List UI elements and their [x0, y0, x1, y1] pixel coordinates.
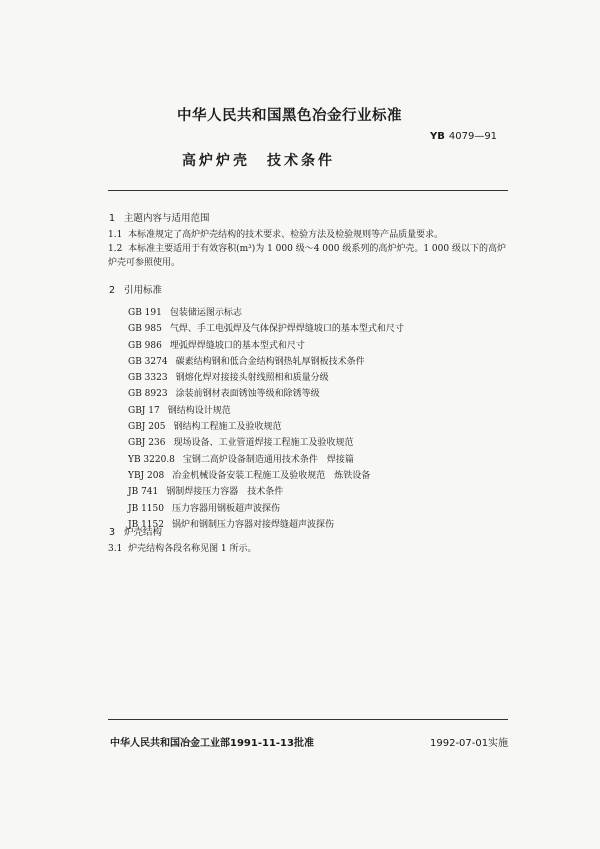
reference-code: GB 986: [128, 340, 162, 351]
reference-code: YB 3220.8: [128, 454, 175, 465]
standard-prefix: YB: [430, 131, 445, 142]
standard-code: 4079—91: [448, 131, 498, 142]
reference-list: [128, 305, 404, 533]
reference-item: [128, 468, 404, 484]
reference-item: [128, 435, 404, 451]
reference-item: [128, 305, 404, 321]
reference-code: GB 3274: [128, 356, 168, 367]
reference-item: [128, 321, 404, 337]
section-1-heading: [109, 210, 210, 224]
section-title: 炉壳结构: [124, 527, 163, 538]
section-number: 1: [109, 213, 116, 224]
reference-item: [128, 338, 404, 354]
clause-text: 本标准规定了高炉炉壳结构的技术要求、检验方法及检验规则等产品质量要求。: [128, 230, 444, 240]
reference-title: 钢制焊接压力容器 技术条件: [166, 487, 284, 498]
reference-code: YBJ 208: [128, 470, 165, 481]
reference-item: [128, 386, 404, 402]
clause-number: 3.1: [108, 544, 123, 554]
reference-title: 钢熔化焊对接接头射线照相和质量分级: [175, 373, 329, 384]
reference-code: GBJ 205: [128, 422, 166, 433]
clause-number: 1.1: [108, 230, 123, 240]
implementation-date: 1992-07-01实施: [430, 738, 509, 749]
reference-item: [128, 419, 404, 435]
approval-line: 中华人民共和国冶金工业部1991-11-13批准: [110, 738, 314, 749]
reference-item: [128, 501, 404, 517]
reference-code: JB 741: [128, 487, 159, 498]
reference-code: GBJ 17: [128, 405, 160, 416]
reference-code: GB 985: [128, 324, 162, 335]
reference-code: JB 1152: [128, 519, 164, 530]
reference-item: [128, 354, 404, 370]
reference-code: GB 8923: [128, 389, 168, 400]
section-title: 主题内容与适用范围: [124, 213, 210, 224]
reference-code: GB 191: [128, 308, 162, 318]
reference-code: JB 1150: [128, 503, 164, 514]
reference-title: 冶金机械设备安装工程施工及验收规范 炼铁设备: [172, 470, 371, 481]
reference-code: GB 3323: [128, 373, 168, 384]
section-title: 引用标准: [124, 285, 163, 296]
clause-1-1: [108, 229, 508, 243]
clause-text: 炉壳结构各段名称见图 1 所示。: [128, 544, 257, 554]
reference-item: [128, 452, 404, 468]
reference-title: 碳素结构钢和低合金结构钢热轧厚钢板技术条件: [175, 356, 365, 367]
issuing-organization: 中华人民共和国黑色冶金行业标准: [177, 108, 402, 124]
reference-title: 现场设备、工业管道焊接工程施工及验收规范: [173, 438, 354, 449]
section-number: 2: [109, 285, 116, 296]
reference-title: 包装储运图示标志: [169, 308, 242, 318]
clause-text: 本标准主要适用于有效容积(m³)为 1 000 级～4 000 级系列的高炉炉壳。1 000 级以下的高炉炉壳可参照使用。: [108, 244, 506, 268]
reference-item: [128, 517, 404, 533]
clause-3-1: [108, 543, 508, 557]
section-2-heading: [109, 282, 162, 296]
footer-divider: [108, 719, 508, 720]
clause-1-2: [108, 243, 508, 270]
reference-title: 宝钢二高炉设备制造通用技术条件 焊接篇: [182, 454, 354, 465]
clause-number: 1.2: [108, 244, 123, 254]
reference-title: 涂装前钢材表面锈蚀等级和除锈等级: [175, 389, 320, 400]
document-title: 高炉炉壳 技术条件: [182, 153, 335, 169]
standard-number: [430, 131, 497, 142]
reference-code: GBJ 236: [128, 438, 166, 449]
reference-item: [128, 484, 404, 500]
reference-item: [128, 370, 404, 386]
section-3-heading: [109, 524, 162, 538]
reference-title: 钢结构设计规范: [167, 405, 231, 416]
reference-title: 锅炉和钢制压力容器对接焊缝超声波探伤: [172, 519, 335, 530]
reference-title: 气焊、手工电弧焊及气体保护焊焊缝坡口的基本型式和尺寸: [169, 324, 404, 335]
reference-item: [128, 403, 404, 419]
reference-title: 埋弧焊焊缝坡口的基本型式和尺寸: [169, 340, 305, 351]
section-number: 3: [109, 527, 116, 538]
reference-title: 钢结构工程施工及验收规范: [173, 422, 282, 433]
header-divider: [108, 190, 508, 191]
reference-title: 压力容器用钢板超声波探伤: [172, 503, 281, 514]
